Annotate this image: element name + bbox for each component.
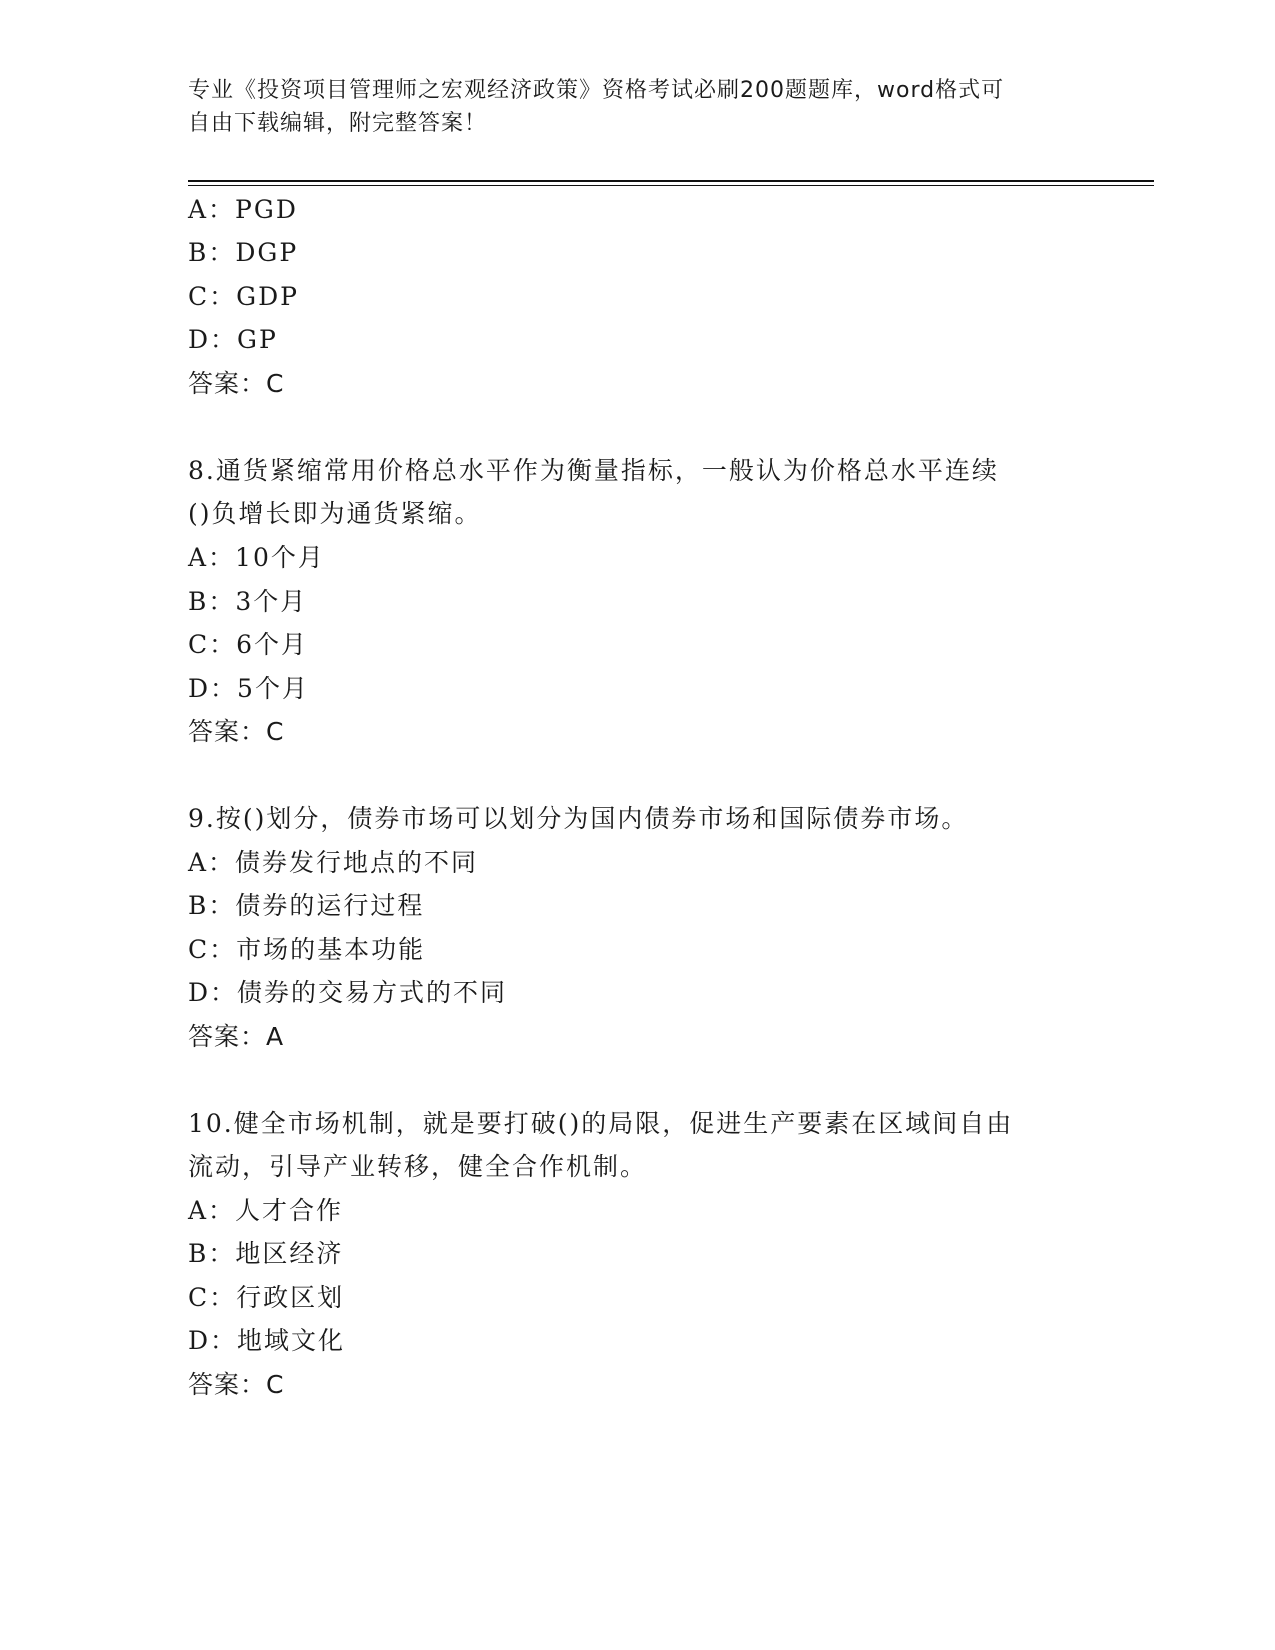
q9-answer: 答案：A bbox=[188, 1022, 285, 1051]
q10-answer: 答案：C bbox=[188, 1370, 285, 1399]
q9-option-c: C：市场的基本功能 bbox=[188, 935, 426, 964]
q9-question-line-1: 9.按()划分，债券市场可以划分为国内债券市场和国际债券市场。 bbox=[188, 804, 969, 833]
q8-option-c: C：6个月 bbox=[188, 630, 309, 659]
header-rule-thin bbox=[188, 185, 1154, 186]
q7-option-b: B：DGP bbox=[188, 238, 299, 267]
document-header bbox=[188, 74, 1088, 140]
q8-question-line-1: 8.通货紧缩常用价格总水平作为衡量指标，一般认为价格总水平连续 bbox=[188, 456, 999, 485]
q7-option-d: D：GP bbox=[188, 325, 278, 354]
q8-question-line-2: ()负增长即为通货紧缩。 bbox=[188, 499, 482, 528]
q7-answer: 答案：C bbox=[188, 369, 285, 398]
q10-question-line-1: 10.健全市场机制，就是要打破()的局限，促进生产要素在区域间自由 bbox=[188, 1109, 1014, 1138]
q10-option-a: A：人才合作 bbox=[188, 1196, 344, 1225]
header-line-1: 专业《投资项目管理师之宏观经济政策》资格考试必刷200题题库，word格式可 bbox=[188, 78, 1005, 103]
q9-option-d: D：债券的交易方式的不同 bbox=[188, 978, 508, 1007]
q8-option-d: D：5个月 bbox=[188, 674, 309, 703]
header-rule-thick bbox=[188, 180, 1154, 182]
q10-option-c: C：行政区划 bbox=[188, 1283, 345, 1312]
q10-option-d: D：地域文化 bbox=[188, 1326, 346, 1355]
q10-option-b: B：地区经济 bbox=[188, 1239, 344, 1268]
q8-answer: 答案：C bbox=[188, 717, 285, 746]
q9-option-b: B：债券的运行过程 bbox=[188, 891, 425, 920]
q7-option-c: C：GDP bbox=[188, 282, 299, 311]
q8-option-a: A：10个月 bbox=[188, 543, 325, 572]
q8-option-b: B：3个月 bbox=[188, 587, 308, 616]
q9-option-a: A：债券发行地点的不同 bbox=[188, 848, 479, 877]
q10-question-line-2: 流动，引导产业转移，健全合作机制。 bbox=[188, 1152, 648, 1181]
q7-option-a: A：PGD bbox=[188, 195, 298, 224]
header-line-2: 自由下载编辑，附完整答案！ bbox=[188, 111, 488, 136]
